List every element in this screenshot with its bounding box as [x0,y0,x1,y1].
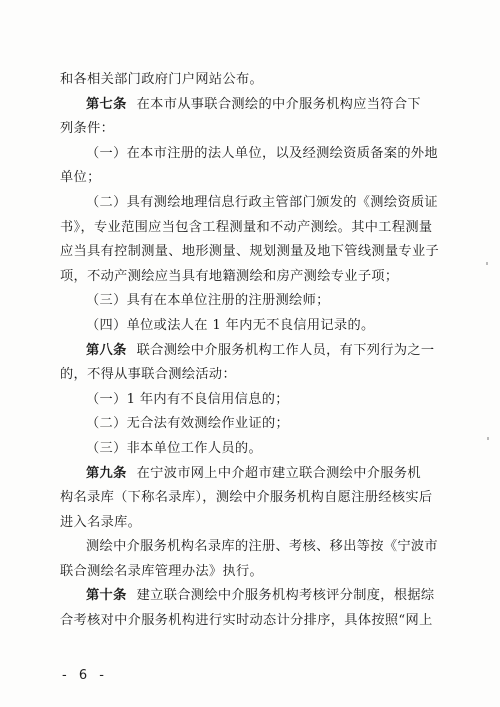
text-line: 列条件： [60,121,115,137]
text-line [60,462,444,487]
text-line: 合考核对中介服务机构进行实时动态计分排序，具体按照“网上 [60,613,433,629]
text-line: 联合测绘名录库管理办法》执行。 [60,563,264,579]
text-line: （三）非本单位工作人员的。 [86,440,262,456]
article-text: 在本市从事联合测绘的中介服务机构应当符合下 [136,96,421,112]
text-line: （四）单位或法人在 1 年内无不良信用记录的。 [86,317,375,333]
text-line: （二）具有测绘地理信息行政主管部门颁发的《测绘资质证 [86,194,438,210]
article-text: 建立联合测绘中介服务机构考核评分制度，根据综 [136,588,435,604]
text-line: 和各相关部门政府门户网站公布。 [60,72,264,87]
text-line: （一）1 年内有不良信用信息的； [86,391,289,407]
text-line: 应当具有控制测量、地形测量、规划测量及地下管线测量专业子 [60,244,440,260]
text-line [60,93,444,118]
article-number: 第十条 [86,588,127,604]
article-number: 第九条 [86,465,127,481]
article-text: 在宁波市网上中介超市建立联合测绘中介服务机 [136,465,421,481]
scan-speck [486,262,488,265]
text-line: 书》，专业范围应当包含工程测量和不动产测绘。其中工程测量 [60,219,433,235]
article-number: 第八条 [86,342,127,358]
text-line: 项，不动产测绘应当具有地籍测绘和房产测绘专业子项； [60,268,399,284]
text-line: 的，不得从事联合测绘活动： [60,367,236,383]
scan-speck [487,437,489,440]
article-number: 第七条 [86,96,127,112]
text-line [60,584,444,609]
page-number: - 6 - [62,668,108,683]
article-text: 联合测绘中介服务机构工作人员，有下列行为之一 [136,342,435,358]
text-line: （二）无合法有效测绘作业证的； [86,416,290,432]
text-line [60,339,444,364]
text-line: 进入名录库。 [60,514,142,530]
document-body [60,68,444,634]
text-line: 测绘中介服务机构名录库的注册、考核、移出等按《宁波市 [86,539,438,555]
text-line: 单位； [60,170,101,186]
text-line: （三）具有在本单位注册的注册测绘师； [86,293,330,309]
text-line: 构名录库（下称名录库），测绘中介服务机构自愿注册经核实后 [60,490,433,506]
text-line: （一）在本市注册的法人单位，以及经测绘资质备案的外地 [86,145,438,161]
